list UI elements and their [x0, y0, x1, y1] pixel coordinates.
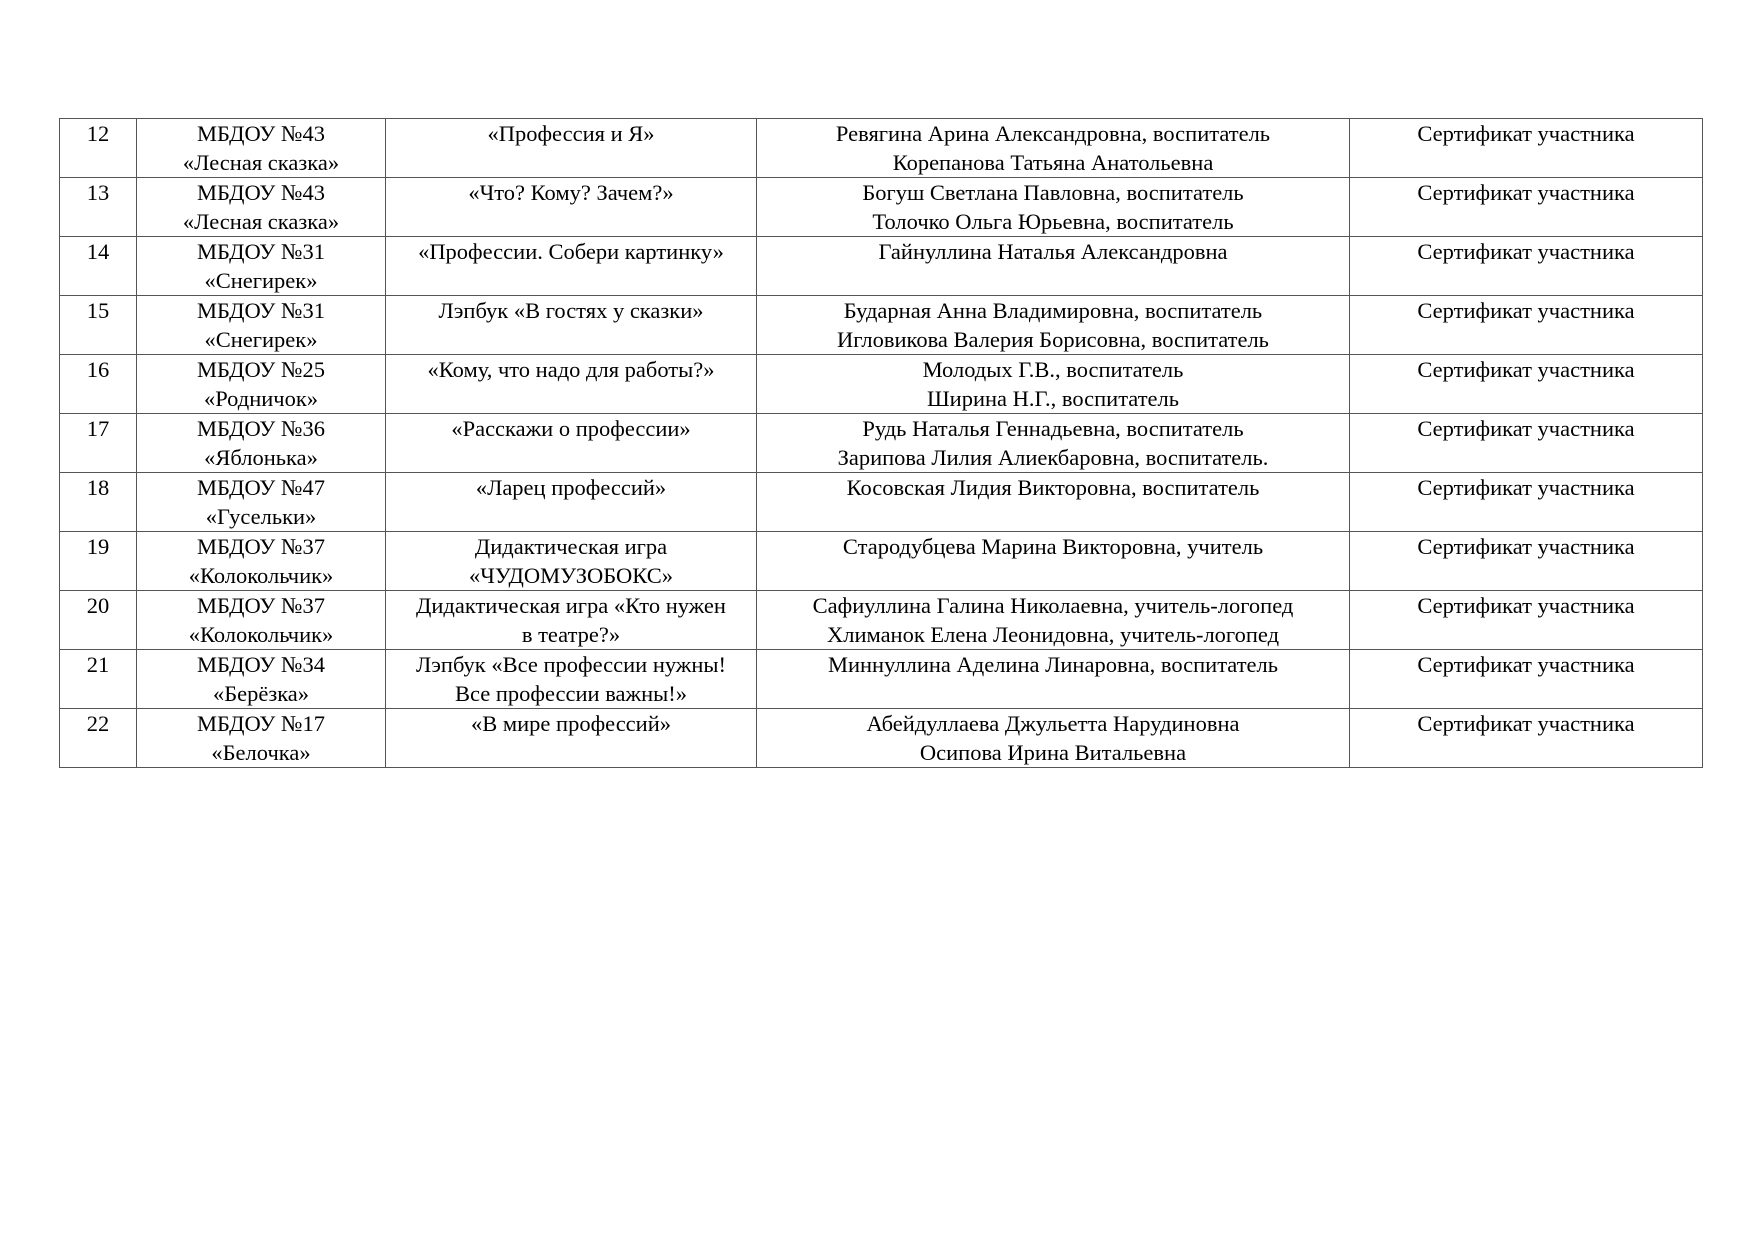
- work-title-cell-line: Дидактическая игра «Кто нужен: [416, 593, 726, 618]
- table-row: [60, 178, 1703, 237]
- work-title-cell-line: «Кому, что надо для работы?»: [427, 357, 715, 382]
- result-cell: Сертификат участника: [1350, 119, 1703, 178]
- organization-cell-line: МБДОУ №43: [197, 121, 325, 146]
- row-number-cell: 20: [60, 591, 137, 650]
- result-cell: Сертификат участника: [1350, 414, 1703, 473]
- row-number-cell: 12: [60, 119, 137, 178]
- organization-cell-line: «Снегирек»: [204, 268, 318, 293]
- authors-cell: [757, 355, 1350, 414]
- table-row: [60, 237, 1703, 296]
- organization-cell: [137, 650, 386, 709]
- table-row: [60, 355, 1703, 414]
- work-title-cell: [386, 296, 757, 355]
- authors-cell-line: Зарипова Лилия Алиекбаровна, воспитатель.: [837, 445, 1269, 470]
- results-table-body: [60, 119, 1703, 768]
- organization-cell-line: МБДОУ №25: [197, 357, 325, 382]
- work-title-cell-line: Лэпбук «Все профессии нужны!: [415, 652, 727, 677]
- work-title-cell-line: Дидактическая игра: [474, 534, 668, 559]
- organization-cell-line: МБДОУ №17: [197, 711, 325, 736]
- work-title-cell-line: в театре?»: [521, 622, 621, 647]
- work-title-cell-line: «В мире профессий»: [471, 711, 671, 736]
- table-row: [60, 709, 1703, 768]
- authors-cell-line: Богуш Светлана Павловна, воспитатель: [862, 180, 1244, 205]
- work-title-cell-line: «Профессия и Я»: [487, 121, 655, 146]
- work-title-cell: [386, 473, 757, 532]
- row-number-cell: 22: [60, 709, 137, 768]
- result-cell: Сертификат участника: [1350, 591, 1703, 650]
- authors-cell-line: Миннуллина Аделина Линаровна, воспитатель: [827, 652, 1279, 677]
- authors-cell-line: Косовская Лидия Викторовна, воспитатель: [846, 475, 1260, 500]
- work-title-cell: [386, 178, 757, 237]
- authors-cell-line: Рудь Наталья Геннадьевна, воспитатель: [862, 416, 1244, 441]
- result-cell: Сертификат участника: [1350, 237, 1703, 296]
- authors-cell-line: Толочко Ольга Юрьевна, воспитатель: [872, 209, 1234, 234]
- authors-cell-line: Бударная Анна Владимировна, воспитатель: [843, 298, 1263, 323]
- authors-cell-line: Гайнуллина Наталья Александровна: [878, 239, 1228, 264]
- organization-cell-line: МБДОУ №37: [197, 593, 325, 618]
- table-row: [60, 296, 1703, 355]
- table-row: [60, 119, 1703, 178]
- organization-cell: [137, 473, 386, 532]
- organization-cell-line: «Белочка»: [211, 740, 311, 765]
- organization-cell-line: МБДОУ №43: [197, 180, 325, 205]
- authors-cell-line: Ревягина Арина Александровна, воспитатель: [835, 121, 1271, 146]
- table-row: [60, 650, 1703, 709]
- authors-cell: [757, 414, 1350, 473]
- authors-cell: [757, 178, 1350, 237]
- organization-cell-line: «Лесная сказка»: [182, 209, 340, 234]
- organization-cell-line: «Колокольчик»: [188, 622, 334, 647]
- organization-cell-line: «Берёзка»: [212, 681, 310, 706]
- work-title-cell: [386, 650, 757, 709]
- organization-cell-line: МБДОУ №34: [197, 652, 325, 677]
- work-title-cell-line: «Ларец профессий»: [475, 475, 667, 500]
- organization-cell-line: «Родничок»: [203, 386, 319, 411]
- row-number-cell: 15: [60, 296, 137, 355]
- row-number-cell: 17: [60, 414, 137, 473]
- authors-cell: [757, 650, 1350, 709]
- organization-cell-line: «Яблонька»: [204, 445, 318, 470]
- organization-cell-line: МБДОУ №47: [197, 475, 325, 500]
- authors-cell: [757, 296, 1350, 355]
- organization-cell: [137, 355, 386, 414]
- result-cell: Сертификат участника: [1350, 709, 1703, 768]
- authors-cell: [757, 532, 1350, 591]
- work-title-cell-line: Все профессии важны!»: [455, 681, 687, 706]
- organization-cell-line: «Колокольчик»: [188, 563, 334, 588]
- row-number-cell: 21: [60, 650, 137, 709]
- work-title-cell-line: «ЧУДОМУЗОБОКС»: [468, 563, 673, 588]
- work-title-cell: [386, 532, 757, 591]
- work-title-cell: [386, 709, 757, 768]
- organization-cell-line: МБДОУ №37: [197, 534, 325, 559]
- work-title-cell-line: «Профессии. Собери картинку»: [418, 239, 724, 264]
- authors-cell: [757, 119, 1350, 178]
- row-number-cell: 16: [60, 355, 137, 414]
- work-title-cell-line: Лэпбук «В гостях у сказки»: [438, 298, 704, 323]
- organization-cell-line: «Снегирек»: [204, 327, 318, 352]
- authors-cell: [757, 709, 1350, 768]
- organization-cell-line: МБДОУ №36: [197, 416, 325, 441]
- authors-cell-line: Абейдуллаева Джульетта Нарудиновна: [866, 711, 1240, 736]
- authors-cell-line: Корепанова Татьяна Анатольевна: [892, 150, 1214, 175]
- work-title-cell: [386, 591, 757, 650]
- organization-cell: [137, 237, 386, 296]
- table-row: [60, 591, 1703, 650]
- organization-cell: [137, 532, 386, 591]
- authors-cell-line: Хлиманок Елена Леонидовна, учитель-логопед: [826, 622, 1280, 647]
- table-row: [60, 473, 1703, 532]
- organization-cell: [137, 591, 386, 650]
- authors-cell-line: Сафиуллина Галина Николаевна, учитель-логопед: [812, 593, 1294, 618]
- authors-cell-line: Стародубцева Марина Викторовна, учитель: [842, 534, 1264, 559]
- row-number-cell: 19: [60, 532, 137, 591]
- authors-cell: [757, 591, 1350, 650]
- work-title-cell-line: «Расскажи о профессии»: [451, 416, 691, 441]
- row-number-cell: 14: [60, 237, 137, 296]
- result-cell: Сертификат участника: [1350, 532, 1703, 591]
- authors-cell-line: Осипова Ирина Витальевна: [919, 740, 1187, 765]
- organization-cell-line: «Лесная сказка»: [182, 150, 340, 175]
- result-cell: Сертификат участника: [1350, 650, 1703, 709]
- result-cell: Сертификат участника: [1350, 178, 1703, 237]
- authors-cell-line: Молодых Г.В., воспитатель: [922, 357, 1184, 382]
- organization-cell: [137, 178, 386, 237]
- work-title-cell: [386, 355, 757, 414]
- organization-cell-line: «Гусельки»: [205, 504, 317, 529]
- organization-cell: [137, 414, 386, 473]
- row-number-cell: 13: [60, 178, 137, 237]
- result-cell: Сертификат участника: [1350, 296, 1703, 355]
- work-title-cell: [386, 237, 757, 296]
- authors-cell: [757, 473, 1350, 532]
- table-row: [60, 532, 1703, 591]
- result-cell: Сертификат участника: [1350, 355, 1703, 414]
- authors-cell: [757, 237, 1350, 296]
- table-row: [60, 414, 1703, 473]
- work-title-cell-line: «Что? Кому? Зачем?»: [468, 180, 674, 205]
- organization-cell: [137, 709, 386, 768]
- organization-cell-line: МБДОУ №31: [197, 298, 325, 323]
- organization-cell: [137, 296, 386, 355]
- authors-cell-line: Игловикова Валерия Борисовна, воспитатель: [837, 327, 1269, 352]
- work-title-cell: [386, 414, 757, 473]
- result-cell: Сертификат участника: [1350, 473, 1703, 532]
- authors-cell-line: Ширина Н.Г., воспитатель: [926, 386, 1180, 411]
- organization-cell: [137, 119, 386, 178]
- results-table: [59, 118, 1703, 768]
- row-number-cell: 18: [60, 473, 137, 532]
- work-title-cell: [386, 119, 757, 178]
- organization-cell-line: МБДОУ №31: [197, 239, 325, 264]
